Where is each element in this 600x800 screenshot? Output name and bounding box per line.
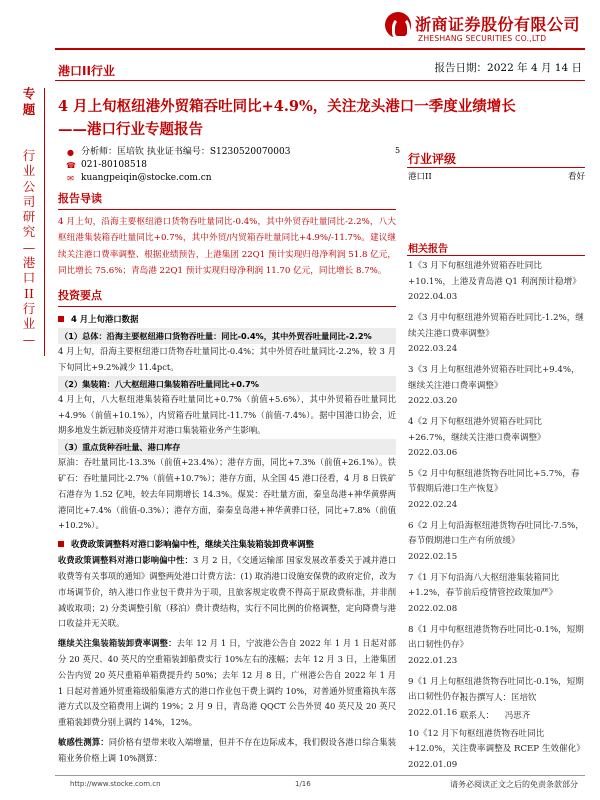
footer-url[interactable]: http://www.stocke.com.cn bbox=[70, 780, 161, 788]
related-report-item[interactable] bbox=[408, 727, 585, 774]
related-report-date: 2022.01.23 bbox=[408, 655, 458, 666]
related-report-title: 5《2 月中旬枢纽港货物吞吐同比+5.7%，春节假期后港口生产恢复》 bbox=[408, 468, 580, 495]
related-report-item[interactable] bbox=[408, 519, 585, 566]
subsection-head: （3）重点货种吞吐量、港口库存 bbox=[58, 439, 396, 455]
rating-heading: 行业评级 bbox=[408, 152, 457, 166]
subsection-head: （1）总体：沿海主要枢纽港口货物吞吐量：同比-0.4%，其中外贸吞吐量同比-2.2% bbox=[58, 328, 396, 344]
mail-icon: ✉ bbox=[67, 174, 74, 183]
related-heading: 相关报告 bbox=[408, 244, 448, 255]
related-report-title: 7《1 月下旬沿海八大枢纽港集装箱同比+1.2%，春节前后疫情管控政策加严》 bbox=[408, 572, 560, 599]
related-report-title: 4《2 月下旬枢纽港外贸箱吞吐同比+26.7%，继续关注港口费率调整》 bbox=[408, 416, 546, 443]
guide-text: 4 月上旬，沿海主要枢纽港口货物吞吐量同比-0.4%，其中外贸吞吐量同比-2.2%，八大枢纽港集装箱吞吐量同比+0.7%，其中外贸/内贸箱吞吐量同比+4.9%/-11.7%。建议继续关注港口费率调整、根据业绩预告，上港集团 22Q1 预计实现归母净利润 51.8 亿元，同比增长 75.6%；青岛港 22Q1 预计实现归母净利润 11.70 亿元，同比增长 8.7%。 bbox=[58, 217, 396, 276]
related-report-item[interactable] bbox=[408, 623, 585, 670]
brand-logo-icon bbox=[385, 12, 411, 38]
analyst-email[interactable]: kuangpeiqin@stocke.com.cn bbox=[81, 173, 212, 183]
paragraph-lead: 收费政策调整料对港口影响偏中性： bbox=[58, 555, 193, 566]
header-rule bbox=[55, 48, 585, 50]
report-title: 4 月上旬枢纽港外贸箱吞吐同比+4.9%，关注龙头港口一季度业绩增长 bbox=[58, 98, 516, 115]
related-report-date: 2022.02.15 bbox=[408, 552, 458, 563]
paragraph-body: 同价格有望带来收入端增量，但并不存在边际成本，我们假设各港口综合集装箱业务价格上调 10%测算： bbox=[58, 736, 396, 763]
related-report-date: 2022.03.06 bbox=[408, 448, 458, 459]
paragraph-body: 去年 12 月 1 日，宁波港公告自 2022 年 1 月 1 日起对部分 20 英尺、40 英尺的空重箱装卸船费实行 10%左右的涨幅；去年 12 月 3 日，上港集团公告内贸 20 英尺重箱单箱费提升约 50%；去年 12 月 8 日，广州港公告自 2022 年 1 月 1 日起对普通外贸重箱级船集港方式的港口作业包干费上调约 10%，对普通外贸重箱执车落港方式以及空箱费用上调约 19%；2 月 9 日，青岛港 QQCT 公告外贸 40 英尺及 20 英尺重箱装卸费分别上调约 14%，12%。 bbox=[58, 638, 396, 728]
related-report-date: 2022.02.08 bbox=[408, 604, 458, 614]
bullet-square-icon bbox=[58, 316, 64, 322]
points-heading: 投资要点 bbox=[58, 289, 102, 303]
paragraph-lead: 敏感性测算： bbox=[58, 736, 109, 747]
related-report-item[interactable] bbox=[408, 571, 585, 618]
paragraph bbox=[58, 735, 396, 767]
phone-row bbox=[66, 159, 290, 172]
related-report-date: 2022.03.24 bbox=[408, 344, 458, 355]
main-content bbox=[58, 190, 396, 767]
footer-page-number: 1/16 bbox=[295, 780, 311, 788]
person-icon: ● bbox=[67, 148, 74, 157]
paragraph bbox=[58, 636, 396, 731]
related-report-item[interactable] bbox=[408, 259, 585, 306]
related-report-title: 6《2 月上旬沿海枢纽港货物吞吐同比-7.5%，春节假期港口生产有所放缓》 bbox=[408, 520, 584, 547]
guide-rule bbox=[58, 209, 396, 210]
points-rule bbox=[58, 306, 396, 307]
related-rule bbox=[407, 255, 585, 256]
phone-icon: ☎ bbox=[66, 161, 76, 170]
related-report-date: 2022.02.24 bbox=[408, 500, 458, 511]
related-report-date: 2022.03.20 bbox=[408, 396, 458, 407]
related-report-item[interactable] bbox=[408, 467, 585, 514]
related-report-title: 10《12 月下旬枢纽港货物吞吐同比+12.0%，关注费率调整及 RCEP 生效催化》 bbox=[408, 728, 585, 755]
header-rule-secondary bbox=[55, 80, 585, 81]
contact-person: 联系人： 冯思齐 bbox=[460, 711, 531, 721]
paragraph bbox=[58, 553, 396, 632]
rating-row bbox=[408, 170, 585, 182]
paragraph: 4 月上旬，八大枢纽港集装箱吞吐量同比+0.7%（前值+5.6%），其中外贸箱吞吐量同比+4.9%（前值+10.1%），内贸箱吞吐量同比-11.7%（前值-7.4%）。据中国港口协会，近期多地发生新冠肺炎疫情并对港口集装箱业务产生影响。 bbox=[58, 393, 396, 436]
bullet-square-icon bbox=[58, 541, 64, 547]
paragraph: 4 月上旬，沿海主要枢纽港口货物吞吐量同比-0.4%；其中外贸吞吐量同比-2.2%，较 3 月下旬同比+9.2%减少 11.4pct。 bbox=[58, 346, 396, 372]
brand-name-en: ZHESHANG SECURITIES CO.,LTD bbox=[418, 34, 547, 43]
paragraph: 原油：吞吐量同比-13.3%（前值+23.4%）；港存方面，同比+7.3%（前值+26.1%）。铁矿石：吞吐量同比-2.7%（前值+10.7%）；港存方面，从全国 45 港口径看，4 月 8 日铁矿石港存为 1.52 亿吨，较去年同期增长 14.3%。煤炭：吞吐量方面，秦皇岛港+神华黄骅两港同比+7.4%（前值-0.3%）；港存方面，秦秦皇岛港+神华黄骅口径，同比+7.8%（前值+10.2%）。 bbox=[58, 457, 396, 531]
subsection-head: （2）集装箱：八大枢纽港口集装箱吞吐量同比+0.7% bbox=[58, 376, 396, 392]
sidebar-tag: 专题 bbox=[22, 86, 36, 117]
rating-rule bbox=[407, 167, 585, 168]
section-title-text: 4 月上旬港口数据 bbox=[71, 314, 139, 325]
paragraph-body: 3 月 2 日，《交通运输部 国家发展改革委关于减并港口收费等有关事项的通知》调整两处港口计费方法：(1) 取消港口设施安保费的政府定价，改为市场调节价，纳入港口作业包干费并为于项，且旅客规定收费不得高于原政费标准，并非削减收取项；2) 分类调整引航（移泊）费计费结构，实行不同比例的价格调整，定向降费与港口收益并无关联。 bbox=[58, 555, 396, 629]
rating-value: 看好 bbox=[567, 172, 585, 182]
footer-rule bbox=[55, 775, 585, 776]
related-report-date: 2022.01.09 bbox=[408, 759, 458, 770]
industry-label: 港口II行业 bbox=[58, 64, 115, 78]
related-report-item[interactable] bbox=[408, 363, 585, 410]
paragraph-lead: 继续关注集装箱装卸费率调整： bbox=[58, 638, 177, 649]
contact-block bbox=[460, 689, 537, 725]
section-title bbox=[58, 311, 396, 327]
analyst-name: 分析师：匡培钦 执业证书编号：S1230520070003 bbox=[81, 147, 291, 157]
sidebar-vertical-text: 行业公司研究—港口II行业— bbox=[22, 148, 36, 347]
related-report-date: 2022.01.16 bbox=[408, 707, 458, 718]
sidebar-rule bbox=[44, 88, 45, 356]
related-report-title: 1《3 月下旬枢纽港外贸箱吞吐同比+10.1%，上港及青岛港 Q1 利润预计稳增》 bbox=[408, 261, 581, 287]
rating-industry: 港口II bbox=[408, 172, 432, 182]
email-row bbox=[66, 172, 290, 185]
report-date: 报告日期：2022 年 4 月 14 日 bbox=[434, 62, 582, 74]
footer-disclaimer: 请务必阅读正文之后的免责条款部分 bbox=[450, 780, 578, 789]
section-title-text: 收费政策调整料对港口影响偏中性，继续关注集装箱装卸费率调整 bbox=[71, 539, 314, 550]
related-report-title: 3《3 月上旬枢纽港外贸箱吞吐同比+9.4%，继续关注港口费率调整》 bbox=[408, 364, 580, 391]
analyst-phone: 021-80108518 bbox=[81, 160, 148, 170]
related-report-item[interactable] bbox=[408, 311, 585, 358]
related-report-title: 2《3 月中旬枢纽港外贸箱吞吐同比-1.2%，继续关注港口费率调整》 bbox=[408, 312, 584, 339]
related-report-date: 2022.04.03 bbox=[408, 292, 458, 303]
page-marker: 5 bbox=[395, 146, 401, 155]
report-subtitle: ——港口行业专题报告 bbox=[58, 121, 203, 138]
related-report-item[interactable] bbox=[408, 415, 585, 462]
brand-name-cn: 浙商证券股份有限公司 bbox=[415, 15, 581, 34]
contact-writer: 报告撰写人：匡培钦 bbox=[460, 693, 537, 703]
analyst-block bbox=[66, 146, 290, 185]
guide-heading: 报告导读 bbox=[58, 192, 102, 205]
related-report-title: 9《1 月上旬枢纽港货物吞吐同比-0.1%，短期出口韧性仍存》 bbox=[408, 676, 584, 703]
analyst-row bbox=[66, 146, 290, 159]
section-title bbox=[58, 536, 396, 552]
related-report-title: 8《1 月中旬枢纽港货物吞吐同比-0.1%，短期出口韧性仍存》 bbox=[408, 624, 584, 651]
